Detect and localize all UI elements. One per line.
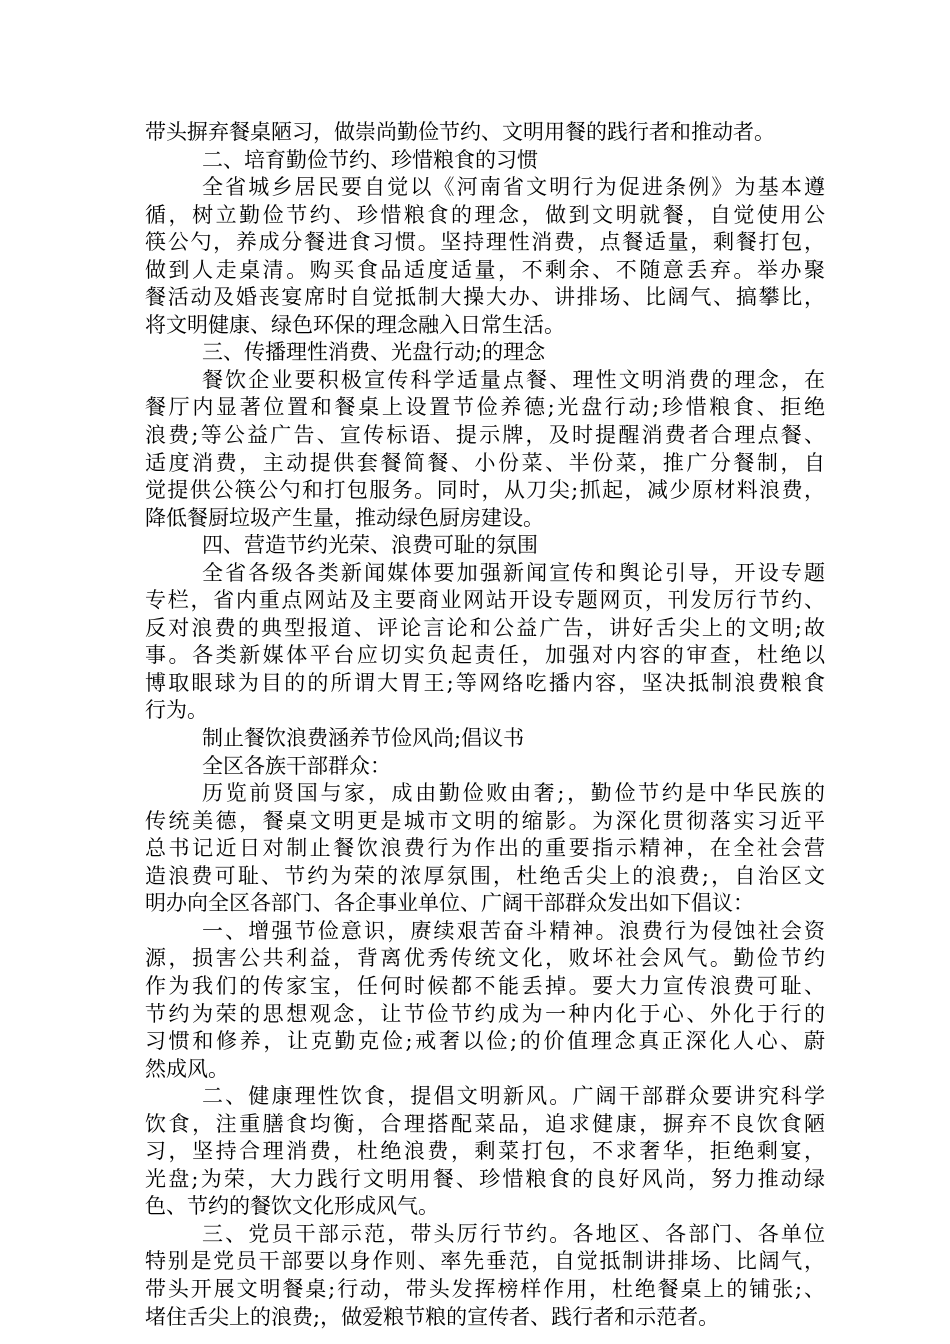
text-line: 适度消费，主动提供套餐简餐、小份菜、半份菜，推广分餐制，自 (145, 450, 825, 475)
text-line: 二、健康理性饮食，提倡文明新风。广阔干部群众要讲究科学 (202, 1084, 825, 1109)
text-line: 餐厅内显著位置和餐桌上设置节俭养德;光盘行动;珍惜粮食、拒绝 (145, 395, 825, 420)
text-line: 传统美德，餐桌文明更是城市文明的缩影。为深化贯彻落实习近平 (145, 808, 825, 833)
text-line: 色、节约的餐饮文化形成风气。 (145, 1194, 439, 1219)
text-line: 行为。 (145, 698, 208, 723)
text-line: 带头开展文明餐桌;行动，带头发挥榜样作用，杜绝餐桌上的铺张;、 (145, 1276, 825, 1301)
text-line: 然成风。 (145, 1056, 229, 1081)
text-line: 特别是党员干部要以身作则、率先垂范，自觉抵制讲排场、比阔气， (145, 1249, 825, 1274)
text-line: 三、传播理性消费、光盘行动;的理念 (202, 340, 546, 365)
text-line: 循，树立勤俭节约、珍惜粮食的理念，做到文明就餐，自觉使用公 (145, 202, 825, 227)
text-line: 堵住舌尖上的浪费;，做爱粮节粮的宣传者、践行者和示范者。 (145, 1304, 720, 1329)
text-line: 习惯和修养，让克勤克俭;戒奢以俭;的价值理念真正深化人心、蔚 (145, 1029, 825, 1054)
text-line: 浪费;等公益广告、宣传标语、提示牌，及时提醒消费者合理点餐、 (145, 423, 825, 448)
text-line: 制止餐饮浪费涵养节俭风尚;倡议书 (202, 726, 525, 751)
text-line: 事。各类新媒体平台应切实负起责任，加强对内容的审查，杜绝以 (145, 643, 825, 668)
text-line: 源，损害公共利益，背离优秀传统文化，败坏社会风气。勤俭节约 (145, 946, 825, 971)
text-line: 造浪费可耻、节约为荣的浓厚氛围，杜绝舌尖上的浪费;，自治区文 (145, 863, 825, 888)
text-line: 筷公勺，养成分餐进食习惯。坚持理性消费，点餐适量，剩餐打包， (145, 230, 825, 255)
text-line: 全省城乡居民要自觉以《河南省文明行为促进条例》为基本遵 (202, 175, 825, 200)
text-line: 作为我们的传家宝，任何时候都不能丢掉。要大力宣传浪费可耻、 (145, 973, 825, 998)
text-line: 一、增强节俭意识，赓续艰苦奋斗精神。浪费行为侵蚀社会资 (202, 918, 825, 943)
text-line: 带头摒弃餐桌陋习，做崇尚勤俭节约、文明用餐的践行者和推动者。 (145, 120, 775, 144)
text-line: 将文明健康、绿色环保的理念融入日常生活。 (145, 312, 565, 337)
text-line: 觉提供公筷公勺和打包服务。同时，从刀尖;抓起，减少原材料浪费， (145, 478, 825, 503)
text-line: 明办向全区各部门、各企事业单位、广阔干部群众发出如下倡议： (145, 891, 754, 916)
text-line: 节约为荣的思想观念，让节俭节约成为一种内化于心、外化于行的 (145, 1001, 825, 1026)
text-line: 反对浪费的典型报道、评论言论和公益广告，讲好舌尖上的文明;故 (145, 615, 825, 640)
text-line: 习，坚持合理消费，杜绝浪费，剩菜打包，不求奢华，拒绝剩宴， (145, 1139, 825, 1164)
text-line: 历览前贤国与家，成由勤俭败由奢;，勤俭节约是中华民族的 (202, 781, 825, 806)
text-line: 总书记近日对制止餐饮浪费行为作出的重要指示精神，在全社会营 (145, 836, 825, 861)
text-line: 全省各级各类新闻媒体要加强新闻宣传和舆论引导，开设专题 (202, 560, 825, 585)
text-line: 三、党员干部示范，带头厉行节约。各地区、各部门、各单位 (202, 1221, 825, 1246)
text-line: 餐饮企业要积极宣传科学适量点餐、理性文明消费的理念，在 (202, 367, 825, 392)
text-line: 降低餐厨垃圾产生量，推动绿色厨房建设。 (145, 505, 544, 530)
text-line: 博取眼球为目的的所谓大胃王;等网络吃播内容，坚决抵制浪费粮食 (145, 670, 825, 695)
text-line: 专栏，省内重点网站及主要商业网站开设专题网页，刊发厉行节约、 (145, 588, 825, 613)
text-line: 四、营造节约光荣、浪费可耻的氛围 (202, 533, 538, 558)
text-line: 二、培育勤俭节约、珍惜粮食的习惯 (202, 147, 538, 172)
text-line: 全区各族干部群众： (202, 753, 391, 778)
text-line: 光盘;为荣，大力践行文明用餐、珍惜粮食的良好风尚，努力推动绿 (145, 1166, 825, 1191)
document-page (145, 119, 825, 1331)
text-line: 餐活动及婚丧宴席时自觉抵制大操大办、讲排场、比阔气、搞攀比， (145, 285, 825, 310)
text-line: 饮食，注重膳食均衡，合理搭配菜品，追求健康，摒弃不良饮食陋 (145, 1111, 825, 1136)
text-line: 做到人走桌清。购买食品适度适量，不剩余、不随意丢弃。举办聚 (145, 257, 825, 282)
